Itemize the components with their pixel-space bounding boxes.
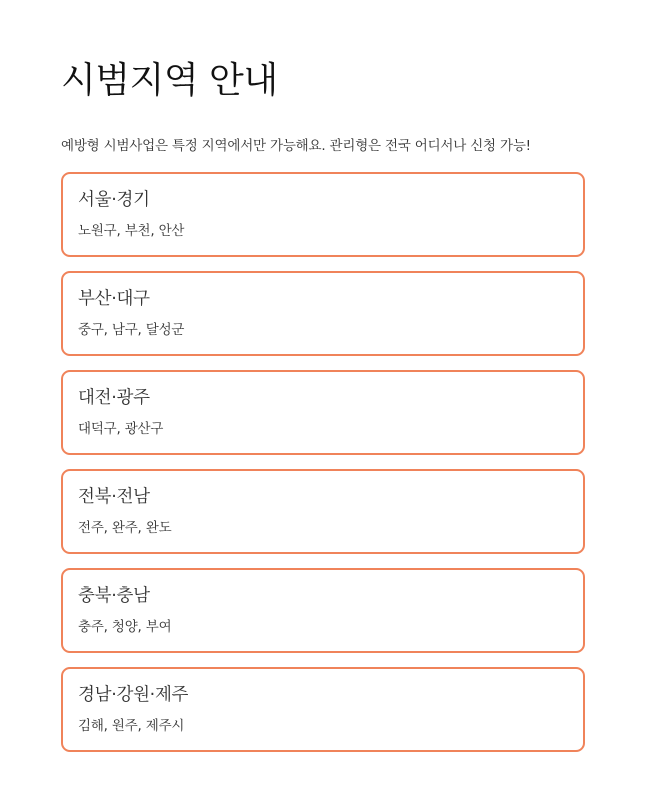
region-areas: 전주, 완주, 완도 [78, 520, 172, 536]
region-list [61, 172, 585, 752]
region-card-seoul-gyeonggi[interactable] [61, 172, 585, 257]
region-areas: 김해, 원주, 제주시 [78, 718, 185, 734]
region-card-chungbuk-chungnam[interactable] [61, 568, 585, 653]
region-name: 대전·광주 [78, 388, 150, 408]
region-name: 서울·경기 [78, 190, 150, 210]
region-name: 경남·강원·제주 [78, 685, 189, 705]
region-card-busan-daegu[interactable] [61, 271, 585, 356]
page-subtitle: 예방형 시범사업은 특정 지역에서만 가능해요. 관리형은 전국 어디서나 신청 가능! [61, 138, 531, 154]
region-name: 충북·충남 [78, 586, 150, 606]
region-areas: 노원구, 부천, 안산 [78, 223, 185, 239]
region-name: 전북·전남 [78, 487, 150, 507]
region-card-daejeon-gwangju[interactable] [61, 370, 585, 455]
region-areas: 대덕구, 광산구 [78, 421, 164, 437]
page-title: 시범지역 안내 [61, 60, 278, 101]
region-card-gyeongnam-gangwon-jeju[interactable] [61, 667, 585, 752]
region-name: 부산·대구 [78, 289, 150, 309]
region-areas: 충주, 청양, 부여 [78, 619, 172, 635]
region-card-jeonbuk-jeonnam[interactable] [61, 469, 585, 554]
region-areas: 중구, 남구, 달성군 [78, 322, 185, 338]
